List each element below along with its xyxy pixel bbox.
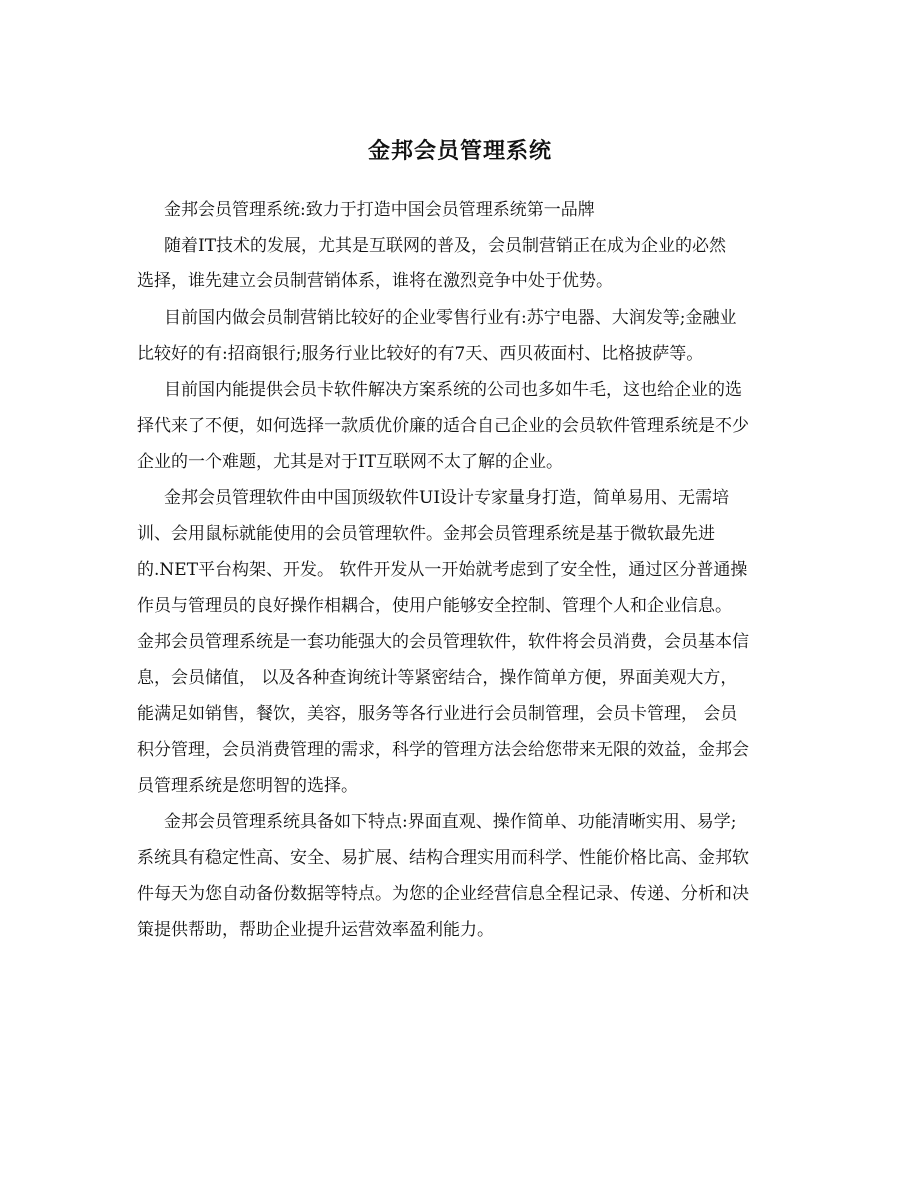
document-title: 金邦会员管理系统 <box>367 138 552 164</box>
paragraph-line: 策提供帮助，帮助企业提升运营效率盈利能力。 <box>137 920 494 940</box>
paragraph-line: 系统具有稳定性高、安全、易扩展、结构合理实用而科学、性能价格比高、金邦软 <box>137 848 749 868</box>
paragraph-line: 训、会用鼠标就能使用的会员管理软件。金邦会员管理系统是基于微软最先进 <box>137 524 715 544</box>
paragraph-line: 比较好的有:招商银行;服务行业比较好的有7天、西贝莜面村、比格披萨等。 <box>137 344 704 364</box>
paragraph-line: 件每天为您自动备份数据等特点。为您的企业经营信息全程记录、传递、分析和决 <box>137 884 749 904</box>
paragraph-line: 企业的一个难题，尤其是对于IT互联网不太了解的企业。 <box>137 452 564 472</box>
paragraph-line: 能满足如销售，餐饮，美容，服务等各行业进行会员制管理，会员卡管理， 会员 <box>137 704 738 724</box>
paragraph-line: 息，会员储值， 以及各种查询统计等紧密结合，操作简单方便，界面美观大方， <box>137 668 738 688</box>
paragraph-line: 金邦会员管理软件由中国顶级软件UI设计专家量身打造，简单易用、无需培 <box>164 488 730 508</box>
paragraph-line: 随着IT技术的发展，尤其是互联网的普及，会员制营销正在成为企业的必然 <box>164 236 727 256</box>
paragraph-line: 择代来了不便，如何选择一款质优价廉的适合自己企业的会员软件管理系统是不少 <box>137 416 749 436</box>
paragraph-line: 目前国内能提供会员卡软件解决方案系统的公司也多如牛毛，这也给企业的选 <box>164 380 742 400</box>
paragraph-line: 的.NET平台构架、开发。 软件开发从一开始就考虑到了安全性，通过区分普通操 <box>137 560 748 580</box>
paragraph-line: 员管理系统是您明智的选择。 <box>137 776 358 796</box>
paragraph-line: 目前国内做会员制营销比较好的企业零售行业有:苏宁电器、大润发等;金融业 <box>164 308 737 328</box>
paragraph-line: 金邦会员管理系统是一套功能强大的会员管理软件，软件将会员消费，会员基本信 <box>137 632 749 652</box>
paragraph-line: 金邦会员管理系统:致力于打造中国会员管理系统第一品牌 <box>164 200 595 220</box>
paragraph-line: 作员与管理员的良好操作相耦合，使用户能够安全控制、管理个人和企业信息。 <box>137 596 732 616</box>
paragraph-line: 选择，谁先建立会员制营销体系，谁将在激烈竞争中处于优势。 <box>137 271 613 291</box>
paragraph-line: 积分管理，会员消费管理的需求，科学的管理方法会给您带来无限的效益，金邦会 <box>137 740 749 760</box>
paragraph-line: 金邦会员管理系统具备如下特点:界面直观、操作简单、功能清晰实用、易学; <box>164 812 737 832</box>
